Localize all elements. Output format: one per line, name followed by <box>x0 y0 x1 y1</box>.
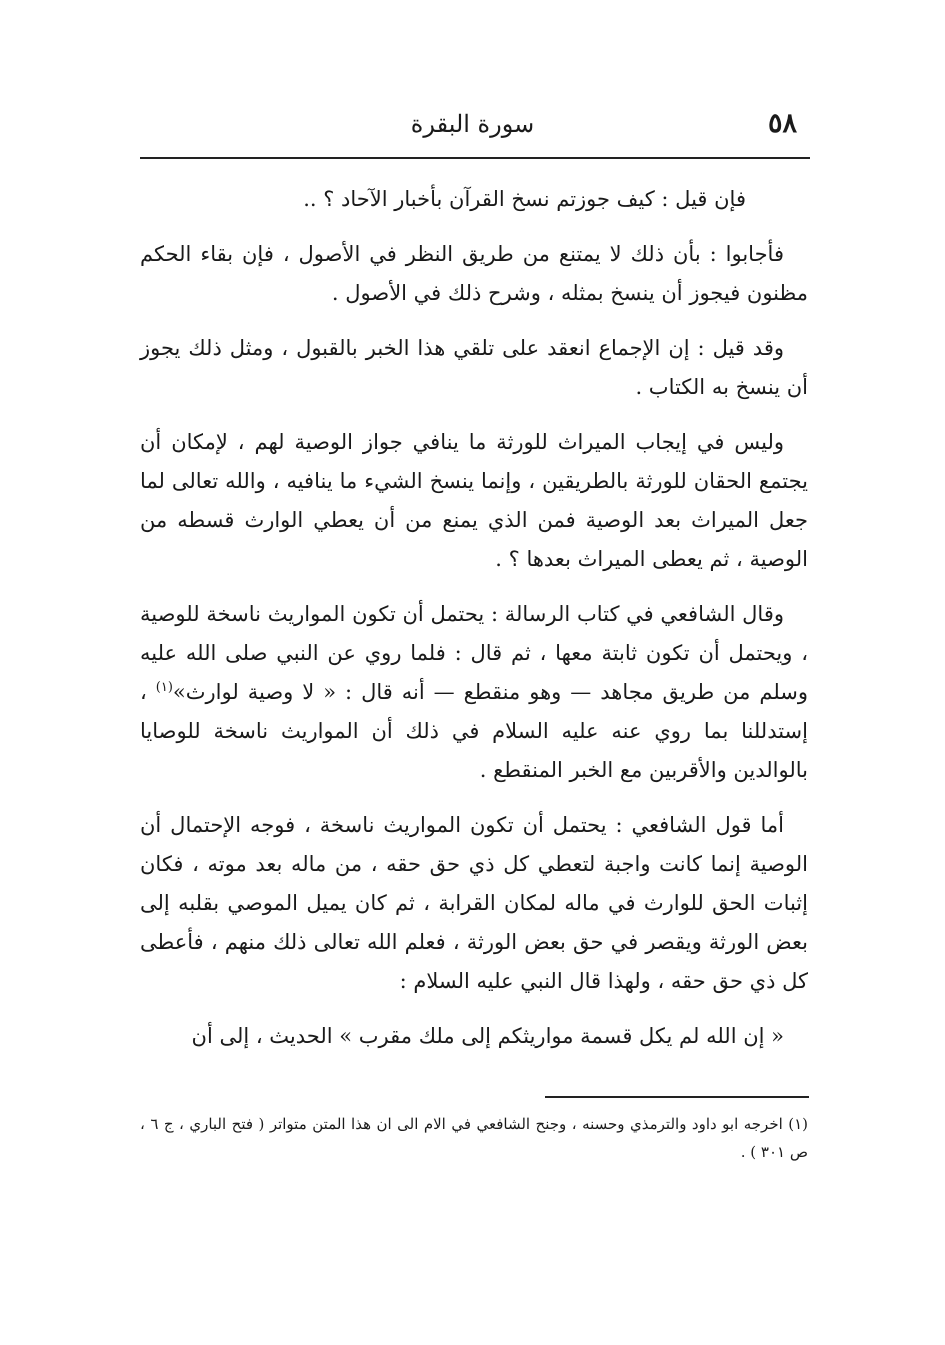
paragraph-shafii-continuation: ، إستدللنا بما روي عنه عليه السلام في ذلك أن المواريث ناسخة للوصايا بالوالدين والأقربين مع الخبر المنقطع . <box>140 680 808 782</box>
paragraph-consensus: وقد قيل : إن الإجماع انعقد على تلقي هذا الخبر بالقبول ، ومثل ذلك يجوز أن ينسخ به الكتاب . <box>140 336 808 399</box>
paragraph-explanation: أما قول الشافعي : يحتمل أن تكون المواريث ناسخة ، فوجه الإحتمال أن الوصية إنما كانت واجبة لتعطي كل ذي حق حقه ، من ماله بعد موته ، فكان إثبات الحق للوارث في ماله لمكان القرابة ، ثم كان يميل الموصي بقلبه إلى بعض الورثة ويقصر في حق بعض الورثة ، فعلم الله تعالى ذلك منهم ، فأعطى كل ذي حق حقه ، ولهذا قال النبي عليه السلام : <box>140 813 808 993</box>
paragraph-hadith: « إن الله لم يكل قسمة مواريثكم إلى ملك مقرب » الحديث ، إلى أن <box>191 1024 784 1048</box>
paragraph-shafii <box>140 595 808 790</box>
page-header <box>140 108 805 152</box>
paragraph-question: فإن قيل : كيف جوزتم نسخ القرآن بأخبار الآحاد ؟ .. <box>303 187 746 211</box>
header-divider <box>140 157 810 159</box>
page-number: ٥٨ <box>767 108 797 139</box>
footnote-divider <box>545 1096 809 1098</box>
paragraph-shafii-text: وقال الشافعي في كتاب الرسالة : يحتمل أن تكون المواريث ناسخة للوصية ، ويحتمل أن تكون ثابتة معها ، ثم قال : فلما روي عن النبي صلى الله عليه وسلم من طريق مجاهد — وهو منقطع — أنه قال : « لا وصية لوارث» <box>140 602 809 704</box>
footnote-marker: (١) <box>155 680 173 695</box>
paragraph-answer: فأجابوا : بأن ذلك لا يمتنع من طريق النظر في الأصول ، فإن بقاء الحكم مظنون فيجوز أن ينسخ بمثله ، وشرح ذلك في الأصول . <box>140 242 808 305</box>
footnote: (١) اخرجه ابو داود والترمذي وحسنه ، وجنح الشافعي في الام الى ان هذا المتن متواتر ( فتح الباري ، ج ٦ ، ص ٣٠١ ) . <box>140 1115 809 1161</box>
running-title: سورة البقرة <box>410 110 535 138</box>
paragraph-inheritance: وليس في إيجاب الميراث للورثة ما ينافي جواز الوصية لهم ، لإمكان أن يجتمع الحقان للورثة بالطريقين ، وإنما ينسخ الشيء ما ينافيه ، والله تعالى لما جعل الميراث بعد الوصية فمن الذي يمنع من أن يعطي الوارث قسطه من الوصية ، ثم يعطى الميراث بعدها ؟ . <box>140 430 808 571</box>
main-text <box>140 180 808 1072</box>
